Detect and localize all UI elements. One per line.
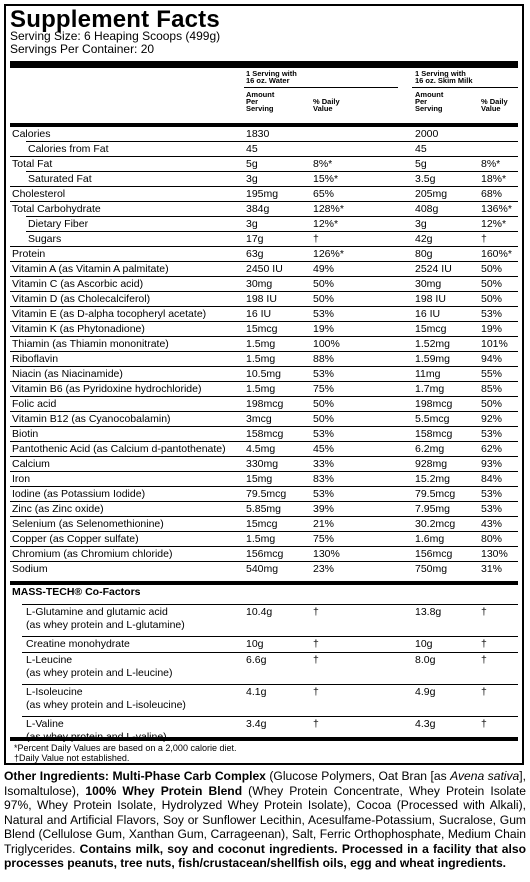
amount-value: 10.4g bbox=[246, 606, 273, 618]
daily-value: † bbox=[313, 686, 319, 698]
amount-value: 5g bbox=[415, 158, 427, 170]
amount-value: 6.6g bbox=[246, 654, 267, 666]
daily-value: † bbox=[481, 686, 487, 698]
amount-value: 8.0g bbox=[415, 654, 436, 666]
cofactor-rule bbox=[10, 581, 518, 585]
daily-value: † bbox=[313, 638, 319, 650]
nutrient-name: Vitamin A (as Vitamin A palmitate) bbox=[12, 263, 169, 275]
nutrient-name: Niacin (as Niacinamide) bbox=[12, 368, 123, 380]
dv-header-2: % Daily Value bbox=[481, 97, 508, 113]
nutrient-name: Copper (as Copper sulfate) bbox=[12, 533, 139, 545]
daily-value: 83% bbox=[313, 473, 335, 485]
nutrient-name: Total Fat bbox=[12, 158, 53, 170]
nutrient-row bbox=[10, 561, 518, 576]
servings-per-container: Servings Per Container: 20 bbox=[10, 42, 155, 56]
amount-value: 156mcg bbox=[246, 548, 284, 560]
daily-value: 53% bbox=[481, 428, 503, 440]
daily-value: † bbox=[481, 606, 487, 618]
amount-value: 4.9g bbox=[415, 686, 436, 698]
daily-value: † bbox=[313, 654, 319, 666]
daily-value: 93% bbox=[481, 458, 503, 470]
nutrient-name: Folic acid bbox=[12, 398, 57, 410]
cofactor-name-line: (as whey protein and L-isoleucine) bbox=[26, 699, 186, 711]
nutrient-row bbox=[10, 546, 518, 561]
nutrient-row bbox=[10, 201, 518, 216]
amount-value: 198 IU bbox=[415, 293, 446, 305]
amount-value: 408g bbox=[415, 203, 439, 215]
daily-value: 18%* bbox=[481, 173, 507, 185]
cofactor-name-line: L-Valine bbox=[26, 718, 64, 730]
amount-value: 30mg bbox=[415, 278, 442, 290]
cofactor-name bbox=[26, 686, 186, 712]
amount-value: 79.5mcg bbox=[415, 488, 456, 500]
amount-value: 16 IU bbox=[415, 308, 441, 320]
amount-value: 7.95mg bbox=[415, 503, 451, 515]
cofactor-row bbox=[10, 684, 518, 714]
amount-value: 4.3g bbox=[415, 718, 436, 730]
amount-value: 3mcg bbox=[246, 413, 272, 425]
amount-value: 17g bbox=[246, 233, 264, 245]
cofactor-row bbox=[10, 652, 518, 682]
nutrient-row bbox=[10, 291, 518, 306]
daily-value: † bbox=[481, 638, 487, 650]
nutrient-name: Vitamin B6 (as Pyridoxine hydrochloride) bbox=[12, 383, 202, 395]
amount-value: 158mcg bbox=[246, 428, 284, 440]
nutrient-name: Biotin bbox=[12, 428, 39, 440]
daily-value: 53% bbox=[313, 368, 335, 380]
amount-value: 2524 IU bbox=[415, 263, 452, 275]
nutrient-row bbox=[10, 171, 518, 186]
amount-value: 1.59mg bbox=[415, 353, 451, 365]
amount-value: 15mcg bbox=[246, 518, 278, 530]
amount-value: 1.5mg bbox=[246, 383, 276, 395]
serving1-header-rule bbox=[244, 87, 398, 88]
nutrient-row bbox=[10, 426, 518, 441]
daily-value: † bbox=[481, 654, 487, 666]
daily-value: 50% bbox=[481, 278, 503, 290]
daily-value: † bbox=[481, 233, 487, 245]
nutrient-row bbox=[10, 321, 518, 336]
daily-value: 50% bbox=[313, 293, 335, 305]
whey-blend-name: 100% Whey Protein Blend bbox=[85, 783, 243, 798]
amount-value: 2450 IU bbox=[246, 263, 283, 275]
footnote-rule bbox=[10, 737, 518, 741]
daily-value: 53% bbox=[481, 503, 503, 515]
amount-value: 156mcg bbox=[415, 548, 453, 560]
amount-value: 30.2mcg bbox=[415, 518, 456, 530]
amount-header-2: Amount Per Serving bbox=[415, 90, 444, 113]
amount-value: 5g bbox=[246, 158, 258, 170]
serving2-header-rule bbox=[412, 87, 518, 88]
cofactor-name-line: (as whey protein and L-glutamine) bbox=[26, 619, 185, 631]
amount-value: 928mg bbox=[415, 458, 448, 470]
amount-value: 158mcg bbox=[415, 428, 453, 440]
daily-value: † bbox=[313, 718, 319, 730]
nutrient-row bbox=[10, 441, 518, 456]
amount-value: 1.6mg bbox=[415, 533, 445, 545]
nutrient-row bbox=[10, 531, 518, 546]
dv-header-1: % Daily Value bbox=[313, 97, 340, 113]
daily-value: 55% bbox=[481, 368, 503, 380]
daily-value: 39% bbox=[313, 503, 335, 515]
daily-value: 8%* bbox=[481, 158, 501, 170]
amount-value: 1.52mg bbox=[415, 338, 451, 350]
nutrient-row bbox=[10, 126, 518, 141]
daily-value: 50% bbox=[313, 278, 335, 290]
cofactor-name bbox=[26, 654, 173, 680]
nutrient-name: Vitamin C (as Ascorbic acid) bbox=[12, 278, 144, 290]
daily-value: 80% bbox=[481, 533, 503, 545]
amount-value: 3g bbox=[246, 218, 258, 230]
nutrient-row bbox=[10, 456, 518, 471]
daily-value: 100% bbox=[313, 338, 340, 350]
amount-value: 198 IU bbox=[246, 293, 277, 305]
daily-value: 43% bbox=[481, 518, 503, 530]
cofactor-row bbox=[10, 636, 518, 650]
nutrient-name: Pantothenic Acid (as Calcium d-pantothenate) bbox=[12, 443, 226, 455]
allergen-statement: Contains milk, soy and coconut ingredients. Processed in a facility that also processes peanuts, tree nuts, fish/crustacean/shellfish oils, egg and wheat ingredients. bbox=[4, 841, 526, 870]
cofactor-name-line: Creatine monohydrate bbox=[26, 638, 130, 650]
daily-value: † bbox=[481, 718, 487, 730]
oat-species: Avena sativa bbox=[450, 769, 520, 783]
nutrient-row bbox=[10, 276, 518, 291]
nutrient-row bbox=[10, 366, 518, 381]
daily-value: 23% bbox=[313, 563, 335, 575]
cofactor-name bbox=[26, 638, 130, 651]
amount-value: 45 bbox=[415, 143, 427, 155]
cofactors-title: MASS-TECH® Co-Factors bbox=[12, 586, 141, 598]
nutrient-name: Calories bbox=[12, 128, 51, 140]
amount-value: 5.85mg bbox=[246, 503, 282, 515]
amount-value: 10g bbox=[246, 638, 264, 650]
carb-complex-name: Multi-Phase Carb Complex bbox=[112, 769, 266, 783]
daily-value: 31% bbox=[481, 563, 503, 575]
nutrient-row bbox=[10, 246, 518, 261]
daily-value: 8%* bbox=[313, 158, 333, 170]
amount-value: 198mcg bbox=[415, 398, 453, 410]
cofactor-name-line: L-Isoleucine bbox=[26, 686, 83, 698]
nutrient-row bbox=[10, 501, 518, 516]
daily-value: 50% bbox=[481, 263, 503, 275]
amount-value: 3.4g bbox=[246, 718, 267, 730]
nutrient-row bbox=[10, 411, 518, 426]
other-ingredients bbox=[4, 769, 526, 871]
cofactor-name bbox=[26, 606, 185, 632]
amount-value: 30mg bbox=[246, 278, 273, 290]
nutrient-name: Dietary Fiber bbox=[28, 218, 89, 230]
daily-value: 160%* bbox=[481, 248, 512, 260]
nutrient-name: Riboflavin bbox=[12, 353, 59, 365]
nutrient-row bbox=[10, 261, 518, 276]
nutrient-name: Iron bbox=[12, 473, 31, 485]
other-ingredients-label: Other Ingredients: bbox=[4, 769, 113, 783]
amount-value: 384g bbox=[246, 203, 270, 215]
cofactor-row bbox=[10, 604, 518, 634]
nutrient-name: Vitamin D (as Cholecalciferol) bbox=[12, 293, 151, 305]
amount-value: 195mg bbox=[246, 188, 279, 200]
cofactor-name-line: L-Leucine bbox=[26, 654, 73, 666]
daily-value: 53% bbox=[481, 488, 503, 500]
amount-value: 2000 bbox=[415, 128, 439, 140]
daily-value: 33% bbox=[313, 458, 335, 470]
nutrient-name: Saturated Fat bbox=[28, 173, 92, 185]
daily-value: 53% bbox=[481, 308, 503, 320]
cofactor-name-line: L-Glutamine and glutamic acid bbox=[26, 606, 168, 618]
amount-value: 750mg bbox=[415, 563, 448, 575]
amount-value: 15.2mg bbox=[415, 473, 451, 485]
footnote-dagger: †Daily Value not established. bbox=[14, 753, 130, 763]
amount-value: 6.2mg bbox=[415, 443, 445, 455]
daily-value: 126%* bbox=[313, 248, 344, 260]
amount-value: 63g bbox=[246, 248, 264, 260]
nutrient-name: Zinc (as Zinc oxide) bbox=[12, 503, 104, 515]
daily-value: 12%* bbox=[481, 218, 507, 230]
daily-value: 68% bbox=[481, 188, 503, 200]
amount-value: 15mg bbox=[246, 473, 273, 485]
cofactor-row bbox=[10, 716, 518, 746]
daily-value: 45% bbox=[313, 443, 335, 455]
cofactor-name-line: (as whey protein and L-leucine) bbox=[26, 667, 173, 679]
nutrient-row bbox=[10, 186, 518, 201]
daily-value: 101% bbox=[481, 338, 508, 350]
amount-value: 205mg bbox=[415, 188, 448, 200]
nutrient-name: Vitamin K (as Phytonadione) bbox=[12, 323, 145, 335]
nutrient-name: Sodium bbox=[12, 563, 48, 575]
daily-value: 21% bbox=[313, 518, 335, 530]
daily-value: 15%* bbox=[313, 173, 339, 185]
amount-value: 15mcg bbox=[246, 323, 278, 335]
nutrient-name: Chromium (as Chromium chloride) bbox=[12, 548, 173, 560]
daily-value: 130% bbox=[481, 548, 508, 560]
amount-value: 79.5mcg bbox=[246, 488, 287, 500]
amount-value: 5.5mcg bbox=[415, 413, 450, 425]
carb-complex-text: (Glucose Polymers, Oat Bran [as bbox=[265, 769, 451, 783]
amount-value: 10.5mg bbox=[246, 368, 282, 380]
daily-value: 75% bbox=[313, 533, 335, 545]
amount-value: 1.5mg bbox=[246, 353, 276, 365]
nutrient-row bbox=[10, 471, 518, 486]
amount-value: 4.1g bbox=[246, 686, 267, 698]
nutrient-name: Iodine (as Potassium Iodide) bbox=[12, 488, 146, 500]
nutrient-row bbox=[10, 486, 518, 501]
nutrient-row bbox=[10, 231, 518, 246]
nutrient-name: Selenium (as Selenomethionine) bbox=[12, 518, 164, 530]
amount-value: 45 bbox=[246, 143, 258, 155]
nutrient-row bbox=[10, 516, 518, 531]
nutrient-name: Thiamin (as Thiamin mononitrate) bbox=[12, 338, 169, 350]
daily-value: 94% bbox=[481, 353, 503, 365]
nutrient-row bbox=[10, 381, 518, 396]
daily-value: 12%* bbox=[313, 218, 339, 230]
daily-value: 50% bbox=[481, 398, 503, 410]
nutrient-row bbox=[10, 141, 518, 156]
amount-value: 11mg bbox=[415, 368, 441, 380]
nutrient-row bbox=[10, 336, 518, 351]
daily-value: 62% bbox=[481, 443, 503, 455]
amount-value: 80g bbox=[415, 248, 433, 260]
amount-value: 198mcg bbox=[246, 398, 284, 410]
nutrient-name: Calories from Fat bbox=[28, 143, 109, 155]
serving1-header: 1 Serving with 16 oz. Water bbox=[246, 69, 297, 85]
nutrient-row bbox=[10, 351, 518, 366]
amount-value: 15mcg bbox=[415, 323, 447, 335]
daily-value: 92% bbox=[481, 413, 503, 425]
daily-value: 49% bbox=[313, 263, 335, 275]
nutrient-name: Calcium bbox=[12, 458, 50, 470]
nutrient-row bbox=[10, 306, 518, 321]
serving2-header: 1 Serving with 16 oz. Skim Milk bbox=[415, 69, 473, 85]
amount-value: 1.5mg bbox=[246, 533, 276, 545]
nutrient-row bbox=[10, 156, 518, 171]
daily-value: 88% bbox=[313, 353, 335, 365]
nutrient-row bbox=[10, 396, 518, 411]
daily-value: † bbox=[313, 233, 319, 245]
top-rule bbox=[10, 61, 518, 68]
footnote-daily-values: *Percent Daily Values are based on a 2,000 calorie diet. bbox=[14, 743, 237, 753]
nutrient-name: Vitamin B12 (as Cyanocobalamin) bbox=[12, 413, 171, 425]
daily-value: 50% bbox=[481, 293, 503, 305]
amount-value: 13.8g bbox=[415, 606, 442, 618]
amount-value: 3g bbox=[246, 173, 258, 185]
serving-size: Serving Size: 6 Heaping Scoops (499g) bbox=[10, 29, 221, 43]
daily-value: 84% bbox=[481, 473, 503, 485]
daily-value: 19% bbox=[481, 323, 503, 335]
panel-title: Supplement Facts bbox=[10, 6, 220, 33]
daily-value: 65% bbox=[313, 188, 335, 200]
daily-value: 53% bbox=[313, 488, 335, 500]
amount-value: 42g bbox=[415, 233, 433, 245]
ingredients-text: (Whey Protein Concentrate, Whey Protein Isolate 97%, Whey Protein Isolate, Hydrolyzed Whey Protein Isolate), Cocoa (Processed with Alkali), Natural and Artificial Flavors, Soy or Sunflower Lecithin, Acesulfame-Potassium, Sucralose, Gum Blend (Cellulose Gum, Xanthan Gum, Carrageenan), Salt, Ferric Orthophosphate, Medium Chain Triglycerides. bbox=[4, 783, 526, 856]
daily-value: 128%* bbox=[313, 203, 344, 215]
daily-value: 130% bbox=[313, 548, 340, 560]
amount-value: 3.5g bbox=[415, 173, 436, 185]
nutrient-row bbox=[10, 216, 518, 231]
amount-value: 4.5mg bbox=[246, 443, 276, 455]
daily-value: 53% bbox=[313, 308, 335, 320]
amount-value: 3g bbox=[415, 218, 427, 230]
nutrient-name: Sugars bbox=[28, 233, 62, 245]
amount-value: 16 IU bbox=[246, 308, 272, 320]
daily-value: † bbox=[313, 606, 319, 618]
daily-value: 75% bbox=[313, 383, 335, 395]
amount-value: 540mg bbox=[246, 563, 279, 575]
daily-value: 19% bbox=[313, 323, 335, 335]
daily-value: 85% bbox=[481, 383, 503, 395]
daily-value: 50% bbox=[313, 398, 335, 410]
carb-complex-text-2: ], Isomaltulose), bbox=[4, 769, 527, 798]
nutrient-name: Vitamin E (as D-alpha tocopheryl acetate) bbox=[12, 308, 207, 320]
daily-value: 50% bbox=[313, 413, 335, 425]
supplement-facts-panel bbox=[4, 4, 524, 765]
amount-value: 10g bbox=[415, 638, 433, 650]
amount-value: 1830 bbox=[246, 128, 270, 140]
nutrient-name: Protein bbox=[12, 248, 46, 260]
daily-value: 136%* bbox=[481, 203, 512, 215]
nutrient-name: Cholesterol bbox=[12, 188, 66, 200]
nutrient-name: Total Carbohydrate bbox=[12, 203, 101, 215]
daily-value: 53% bbox=[313, 428, 335, 440]
amount-value: 1.7mg bbox=[415, 383, 445, 395]
amount-value: 1.5mg bbox=[246, 338, 276, 350]
amount-value: 330mg bbox=[246, 458, 279, 470]
amount-header-1: Amount Per Serving bbox=[246, 90, 275, 113]
